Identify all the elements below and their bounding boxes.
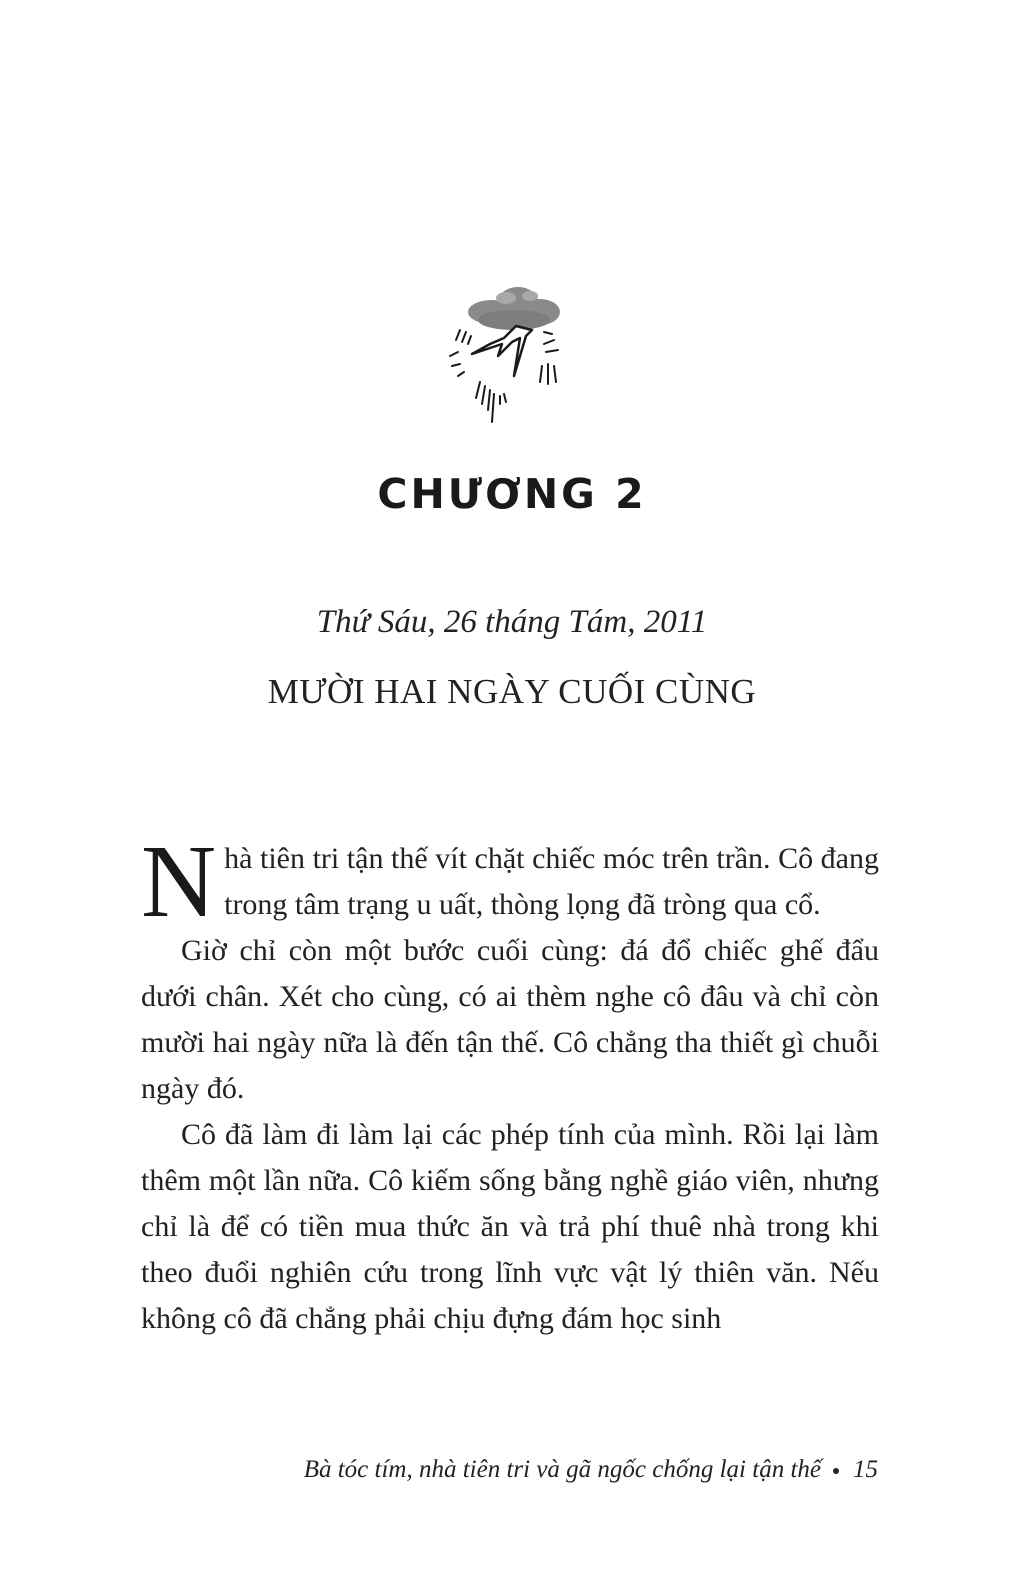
running-footer — [304, 1452, 878, 1488]
lightning-bolt — [472, 326, 532, 376]
page-number: 15 — [853, 1456, 878, 1483]
paragraph-1 — [141, 824, 879, 939]
paragraph-2: Giờ chỉ còn một bước cuối cùng: đá đổ chiếc ghế đẩu dưới chân. Xét cho cùng, có ai thèm nghe cô đâu và chỉ còn mười hai ngày nữa là đến tận thế. Cô chẳng tha thiết gì chuỗi ngày đó. — [141, 934, 879, 1105]
paragraph-1-text: hà tiên tri tận thế vít chặt chiếc móc trên trần. Cô đang trong tâm trạng u uất, thòng lọng đã tròng qua cổ. — [224, 842, 879, 921]
drop-cap: N — [141, 824, 217, 939]
storm-cloud-lightning-icon — [444, 282, 568, 430]
footer-book-title: Bà tóc tím, nhà tiên tri và gã ngốc chống lại tận thế — [303, 1456, 821, 1483]
chapter-date: Thứ Sáu, 26 tháng Tám, 2011 — [316, 604, 708, 640]
chapter-body — [141, 824, 879, 1342]
cloud-shape — [468, 287, 560, 330]
paragraph-3: Cô đã làm đi làm lại các phép tính của mình. Rồi lại làm thêm một lần nữa. Cô kiếm sống bằng nghề giáo viên, nhưng chỉ là để có tiền mua thức ăn và trả phí thuê nhà trong khi theo đuổi nghiên cứu trong lĩnh vực vật lý thiên văn. Nếu không cô đã chẳng phải chịu đựng đám học sinh — [141, 1118, 879, 1335]
chapter-heading: CHƯƠNG 2 — [377, 470, 647, 518]
footer-separator-dot — [833, 1468, 839, 1474]
chapter-subtitle: MƯỜI HAI NGÀY CUỐI CÙNG — [267, 672, 757, 711]
